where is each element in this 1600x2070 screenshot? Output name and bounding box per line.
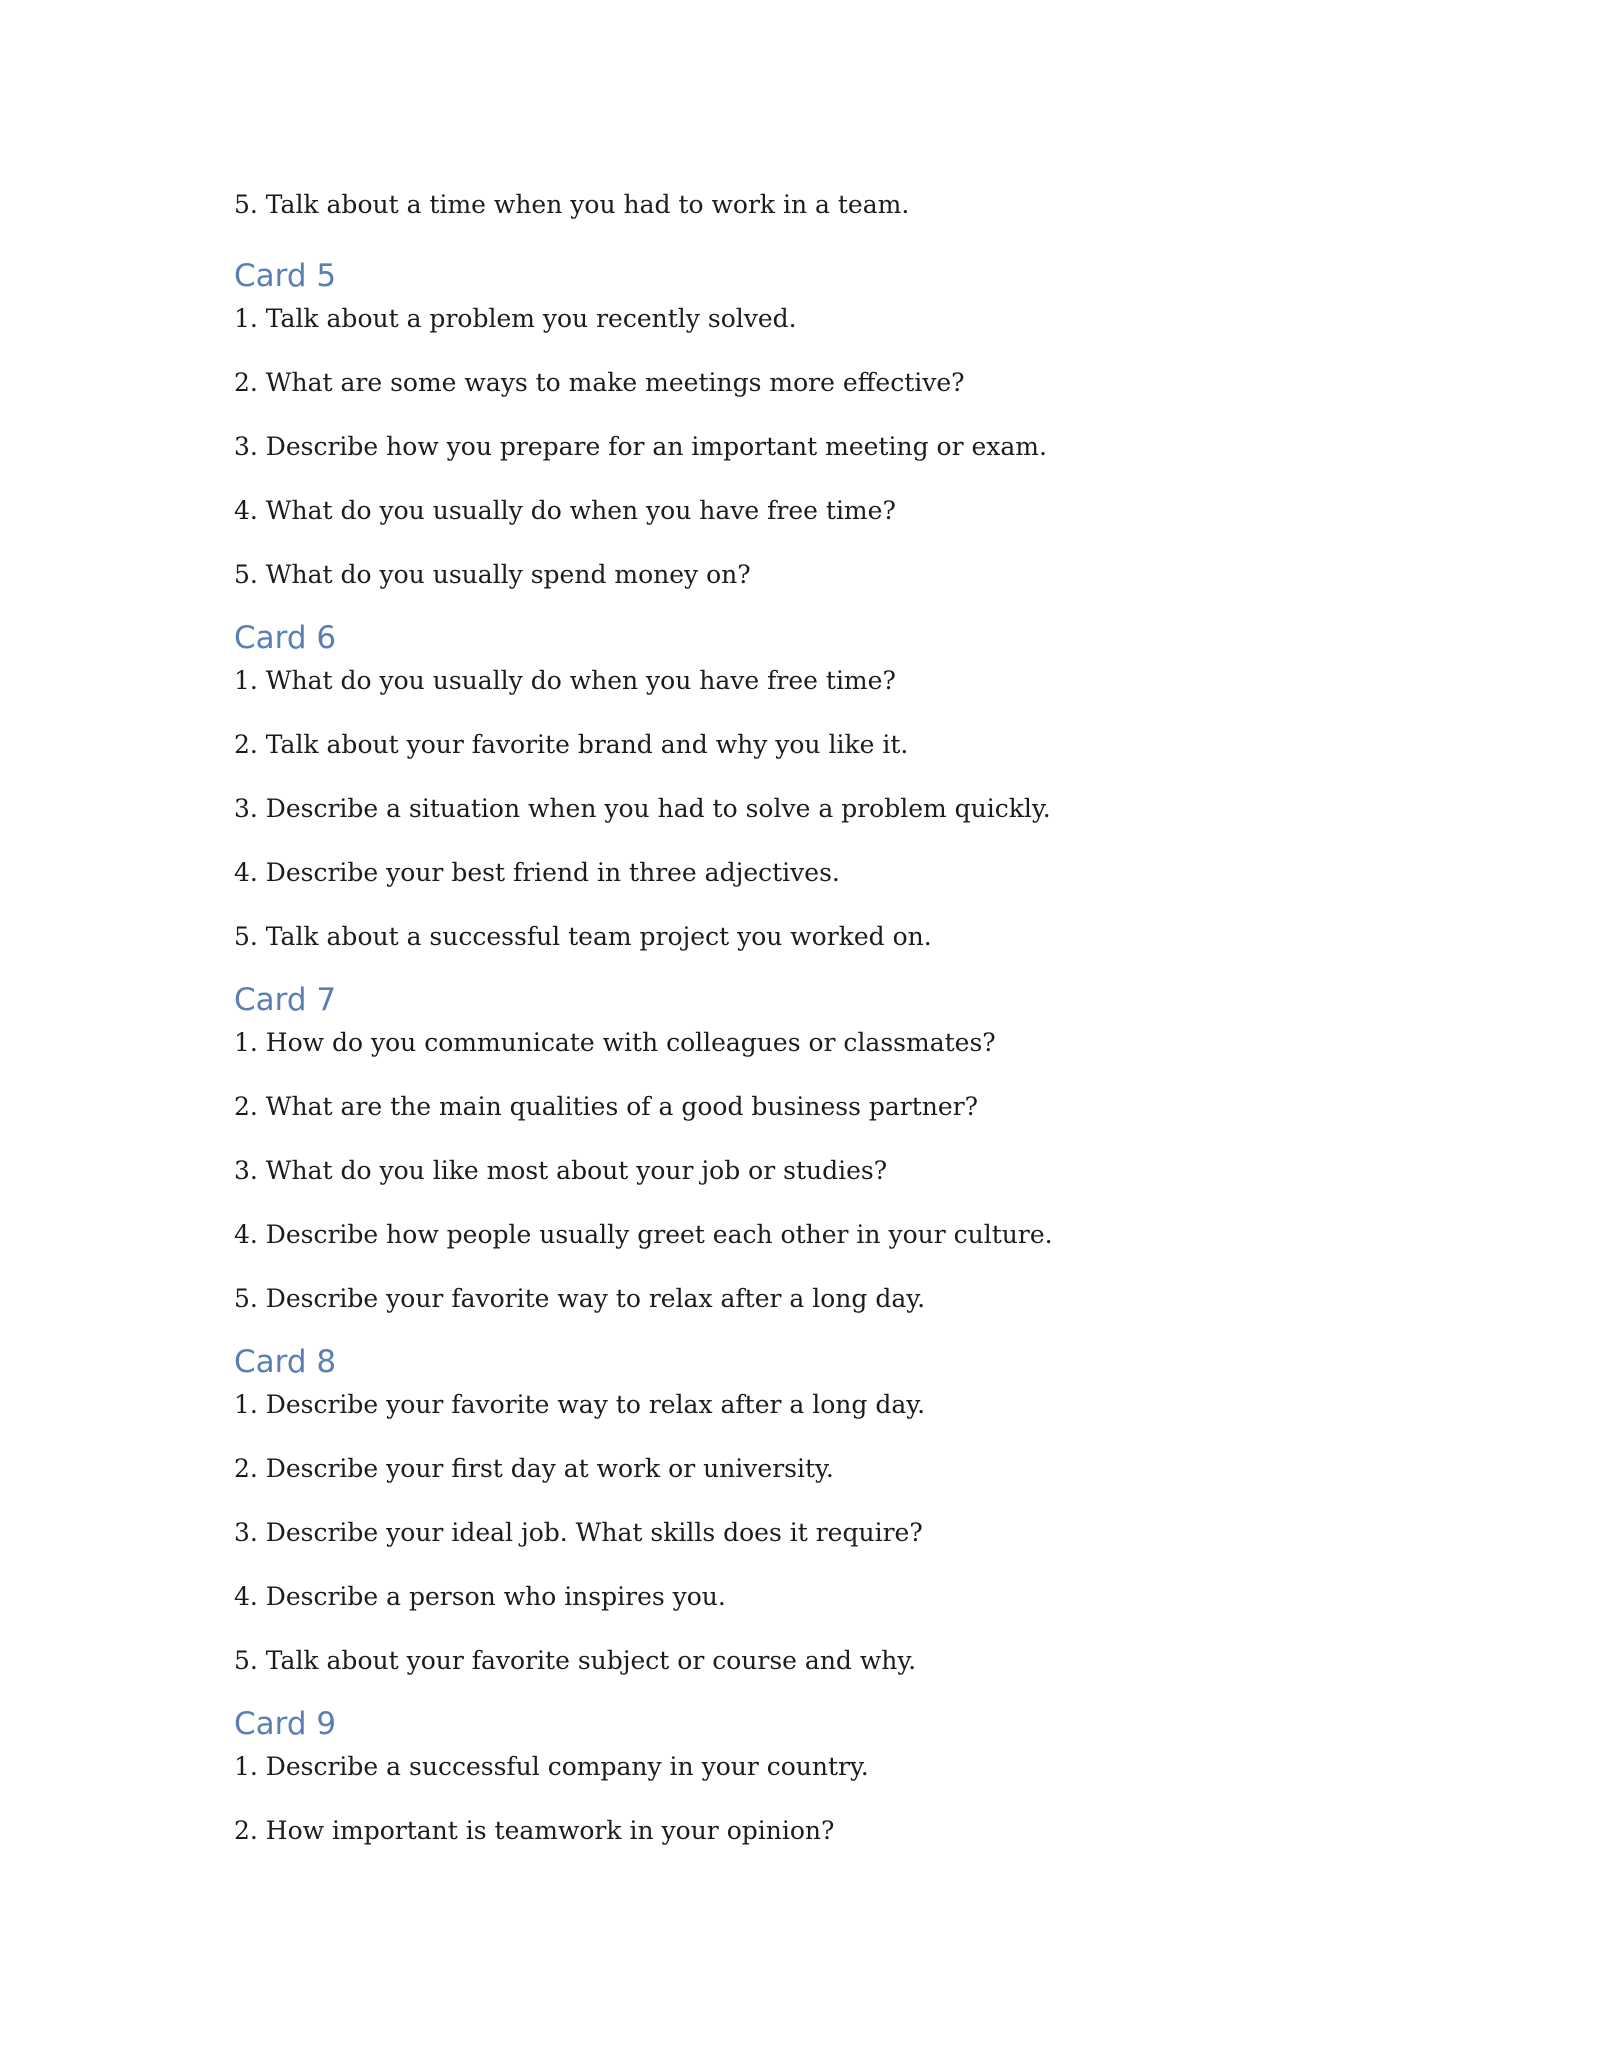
- card-8: [234, 1340, 1374, 1702]
- card-7: [234, 978, 1374, 1340]
- card-9: [234, 1702, 1374, 1872]
- question-item: 4. Describe how people usually greet each other in your culture.: [234, 1220, 1053, 1249]
- card-6: [234, 616, 1374, 978]
- question-item: 5. Talk about your favorite subject or course and why.: [234, 1646, 917, 1675]
- question-item: 2. What are the main qualities of a good business partner?: [234, 1092, 978, 1121]
- question-item: 4. What do you usually do when you have free time?: [234, 496, 896, 525]
- question-item: 1. Describe a successful company in your country.: [234, 1752, 869, 1781]
- card-title: Card 6: [234, 620, 337, 656]
- question-item: 5. Describe your favorite way to relax after a long day.: [234, 1284, 926, 1313]
- question-item: 5. What do you usually spend money on?: [234, 560, 751, 589]
- card-title: Card 8: [234, 1344, 337, 1380]
- intro-question: 5. Talk about a time when you had to work in a team.: [234, 190, 910, 219]
- question-item: 3. Describe how you prepare for an important meeting or exam.: [234, 432, 1047, 461]
- question-item: 1. Describe your favorite way to relax after a long day.: [234, 1390, 926, 1419]
- document-content: [234, 184, 1374, 1872]
- question-item: 2. Describe your first day at work or university.: [234, 1454, 834, 1483]
- card-title: Card 5: [234, 258, 337, 294]
- question-item: 1. What do you usually do when you have free time?: [234, 666, 896, 695]
- question-item: 1. How do you communicate with colleagues or classmates?: [234, 1028, 996, 1057]
- question-item: 4. Describe your best friend in three adjectives.: [234, 858, 840, 887]
- question-item: 1. Talk about a problem you recently solved.: [234, 304, 797, 333]
- card-5: [234, 254, 1374, 616]
- question-item: 2. Talk about your favorite brand and why you like it.: [234, 730, 909, 759]
- question-item: 2. How important is teamwork in your opinion?: [234, 1816, 835, 1845]
- card-title: Card 7: [234, 982, 337, 1018]
- question-item: 4. Describe a person who inspires you.: [234, 1582, 726, 1611]
- card-questions: [234, 1022, 1374, 1340]
- question-item: 3. Describe your ideal job. What skills does it require?: [234, 1518, 923, 1547]
- question-item: 5. Talk about a successful team project you worked on.: [234, 922, 932, 951]
- question-item: 3. What do you like most about your job or studies?: [234, 1156, 888, 1185]
- question-item: 3. Describe a situation when you had to solve a problem quickly.: [234, 794, 1051, 823]
- question-item: 2. What are some ways to make meetings more effective?: [234, 368, 965, 397]
- card-questions: [234, 660, 1374, 978]
- card-questions: [234, 298, 1374, 616]
- card-questions: [234, 1746, 1374, 1872]
- card-title: Card 9: [234, 1706, 337, 1742]
- card-questions: [234, 1384, 1374, 1702]
